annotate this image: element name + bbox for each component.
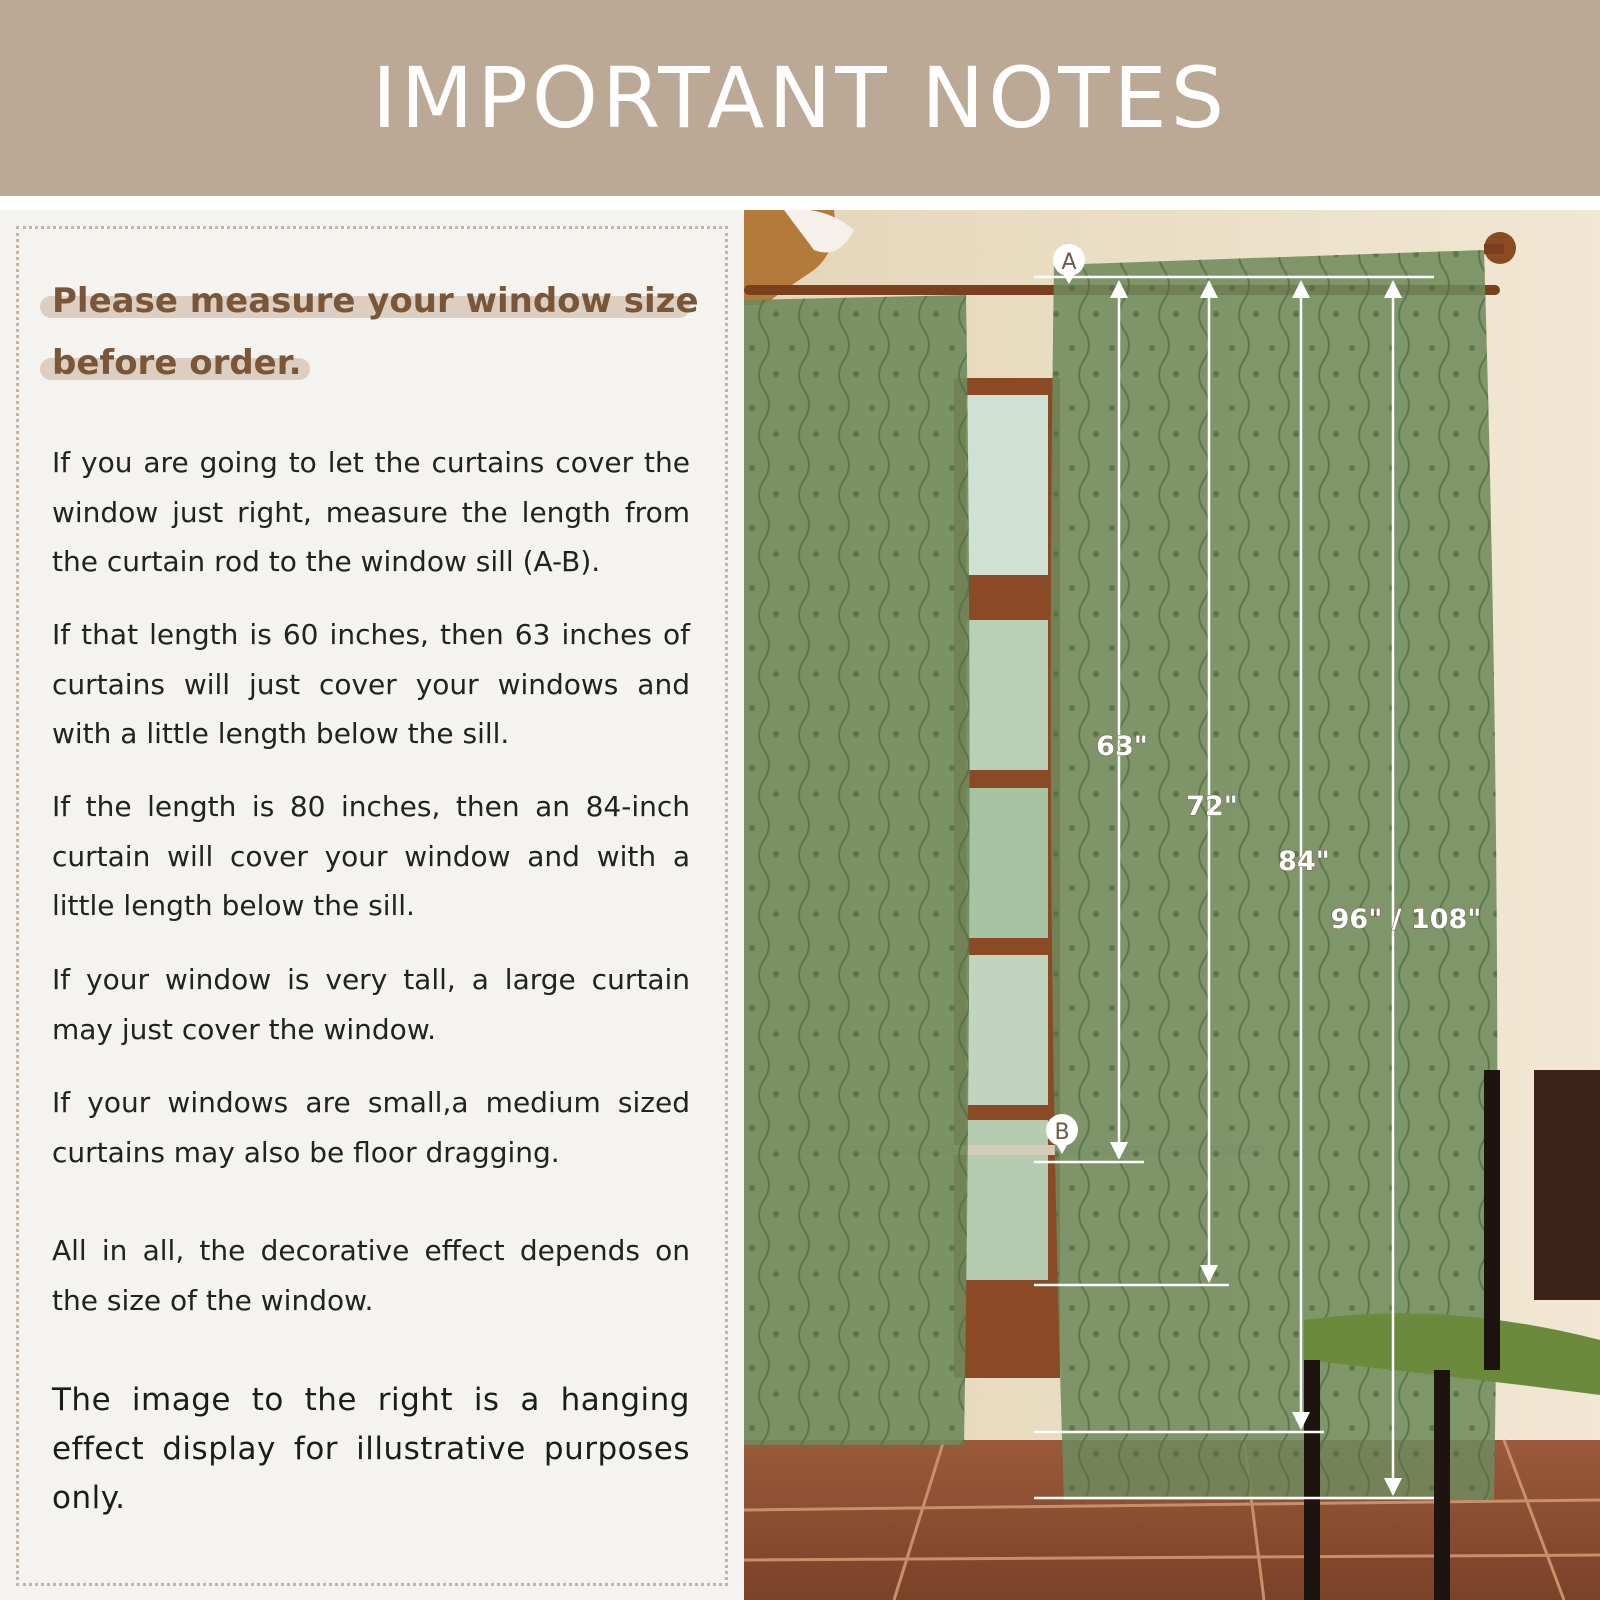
length-label-72: 72" [1186,791,1238,822]
note-paragraph: All in all, the decorative effect depends on the size of the window. [52,1234,690,1317]
note-paragraph: If you are going to let the curtains cover the window just right, measure the length from the curtain rod to the window sill (A-B). [52,446,690,578]
note-paragraph: If your window is very tall, a large curtain may just cover the window. [52,963,690,1046]
note-paragraph: If your windows are small,a medium sized curtains may also be floor dragging. [52,1086,690,1169]
curtain-photo [744,210,1600,1600]
note-paragraph: If that length is 60 inches, then 63 inches of curtains will just cover your windows and with a little length below the sill. [52,618,690,750]
page-title: IMPORTANT NOTES [371,49,1229,147]
notes-subtitle [40,270,700,394]
length-label-63: 63" [1096,731,1148,762]
header-banner [0,0,1600,196]
subtitle-line-1: Please measure your window size [40,270,700,332]
length-label-96-108: 96" / 108" [1330,904,1482,935]
note-paragraph: If the length is 80 inches, then an 84-inch curtain will cover your window and with a little length below the sill. [52,790,690,922]
svg-text:A: A [1061,250,1077,275]
length-label-84: 84" [1278,846,1330,877]
svg-text:B: B [1054,1120,1070,1145]
disclaimer-text: The image to the right is a hanging effect display for illustrative purposes only. [52,1382,690,1516]
subtitle-line-2: before order. [40,332,700,394]
divider [0,196,1600,210]
